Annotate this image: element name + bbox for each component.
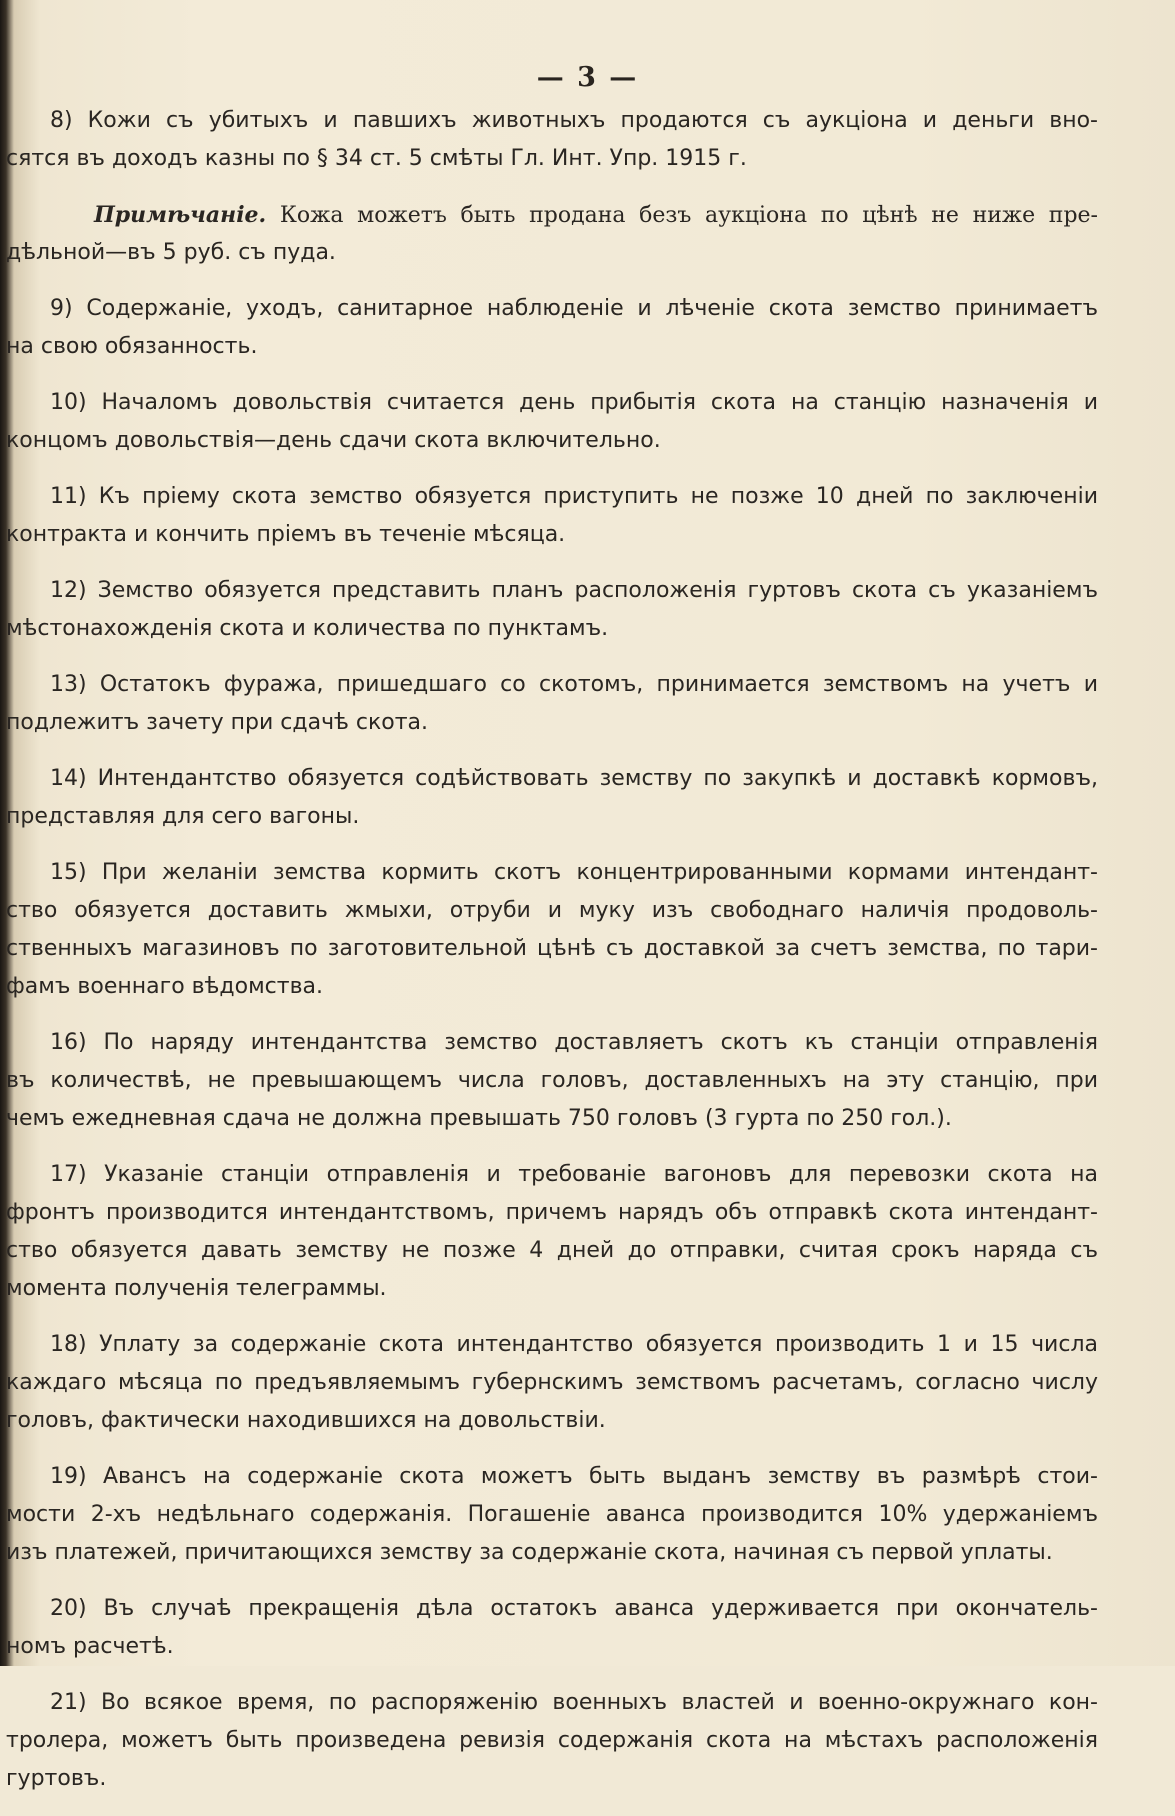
note-first-line [6, 196, 1098, 234]
text-line: въ количествѣ, не превышающемъ числа головъ, доставленныхъ на эту станцію, при [6, 1068, 1098, 1093]
text-line: 9) Содержаніе, уходъ, санитарное наблюденіе и лѣченіе скота земство принимаетъ [50, 296, 1098, 321]
text-line: фронтъ производится интендантствомъ, причемъ нарядъ объ отправкѣ скота интендант- [6, 1200, 1098, 1225]
text-line: момента полученія телеграммы. [6, 1276, 387, 1301]
clause-14 [6, 760, 1098, 836]
text-line: каждаго мѣсяца по предъявляемымъ губернскимъ земствомъ расчетамъ, согласно числу [6, 1370, 1098, 1395]
text-line: головъ, фактически находившихся на довольствіи. [6, 1408, 606, 1433]
text-line: на свою обязанность. [6, 334, 258, 359]
page-number: — 3 — [536, 62, 639, 93]
clause-21 [6, 1684, 1098, 1798]
text-line: ственныхъ магазиновъ по заготовительной цѣнѣ съ доставкой за счетъ земства, по тари- [6, 936, 1098, 961]
document-body [6, 102, 1098, 1816]
text-line: 12) Земство обязуется представить планъ расположенія гуртовъ скота съ указаніемъ [50, 578, 1098, 603]
clause-19 [6, 1458, 1098, 1572]
text-line: мѣстонахожденія скота и количества по пунктамъ. [6, 616, 609, 641]
text-line: тролера, можетъ быть произведена ревизія содержанія скота на мѣстахъ расположенія [6, 1728, 1098, 1753]
text-line: номъ расчетѣ. [6, 1634, 174, 1659]
text-line: мости 2-хъ недѣльнаго содержанія. Погашеніе аванса производится 10% удержаніемъ [6, 1502, 1098, 1527]
clause-9 [6, 290, 1098, 366]
clause-16 [6, 1024, 1098, 1138]
clause-8-note [6, 196, 1098, 272]
clause-11 [6, 478, 1098, 554]
text-line: 10) Началомъ довольствія считается день прибытія скота на станцію назначенія и [50, 390, 1098, 415]
clause-20 [6, 1590, 1098, 1666]
clause-12 [6, 572, 1098, 648]
text-line: ство обязуется давать земству не позже 4 дней до отправки, считая срокъ наряда съ [6, 1238, 1098, 1263]
clause-18 [6, 1326, 1098, 1440]
text-line: чемъ ежедневная сдача не должна превышать 750 головъ (3 гурта по 250 гол.). [6, 1106, 952, 1131]
text-line: 17) Указаніе станціи отправленія и требованіе вагоновъ для перевозки скота на [50, 1162, 1098, 1187]
clause-17 [6, 1156, 1098, 1308]
note-text: Кожа можетъ быть продана безъ аукціона по цѣнѣ не ниже пре- [266, 203, 1098, 228]
text-line: фамъ военнаго вѣдомства. [6, 974, 324, 999]
text-line: 11) Къ пріему скота земство обязуется приступить не позже 10 дней по заключеніи [50, 484, 1098, 509]
text-line: контракта и кончить пріемъ въ теченіе мѣсяца. [6, 522, 566, 547]
text-line: подлежитъ зачету при сдачѣ скота. [6, 710, 428, 735]
text-line: 21) Во всякое время, по распоряженію военныхъ властей и военно-окружнаго кон- [50, 1690, 1098, 1715]
clause-8 [6, 102, 1098, 178]
text-line: 13) Остатокъ фуража, пришедшаго со скотомъ, принимается земствомъ на учетъ и [50, 672, 1098, 697]
text-line: представляя для сего вагоны. [6, 804, 360, 829]
text-line: ство обязуется доставить жмыхи, отруби и муку изъ свободнаго наличія продоволь- [6, 898, 1098, 923]
text-line: 15) При желаніи земства кормить скотъ концентрированными кормами интендант- [50, 860, 1098, 885]
clause-15 [6, 854, 1098, 1006]
text-line: 14) Интендантство обязуется содѣйствовать земству по закупкѣ и доставкѣ кормовъ, [50, 766, 1098, 791]
note-label: Примѣчаніе. [94, 202, 267, 228]
text-line: 18) Уплату за содержаніе скота интендантство обязуется производить 1 и 15 числа [50, 1332, 1098, 1357]
text-line: дѣльной—въ 5 руб. съ пуда. [6, 240, 336, 265]
text-line: 8) Кожи съ убитыхъ и павшихъ животныхъ продаются съ аукціона и деньги вно- [50, 108, 1098, 133]
text-line: гуртовъ. [6, 1766, 107, 1791]
text-line: 19) Авансъ на содержаніе скота можетъ быть выданъ земству въ размѣрѣ стои- [50, 1464, 1098, 1489]
clause-10 [6, 384, 1098, 460]
text-line: концомъ довольствія—день сдачи скота включительно. [6, 428, 661, 453]
text-line: 16) По наряду интендантства земство доставляетъ скотъ къ станціи отправленія [50, 1030, 1098, 1055]
clause-13 [6, 666, 1098, 742]
text-line: 20) Въ случаѣ прекращенія дѣла остатокъ аванса удерживается при окончатель- [50, 1596, 1098, 1621]
text-line: изъ платежей, причитающихся земству за содержаніе скота, начиная съ первой уплаты. [6, 1540, 1053, 1565]
text-line: сятся въ доходъ казны по § 34 ст. 5 смѣты Гл. Инт. Упр. 1915 г. [6, 146, 747, 171]
